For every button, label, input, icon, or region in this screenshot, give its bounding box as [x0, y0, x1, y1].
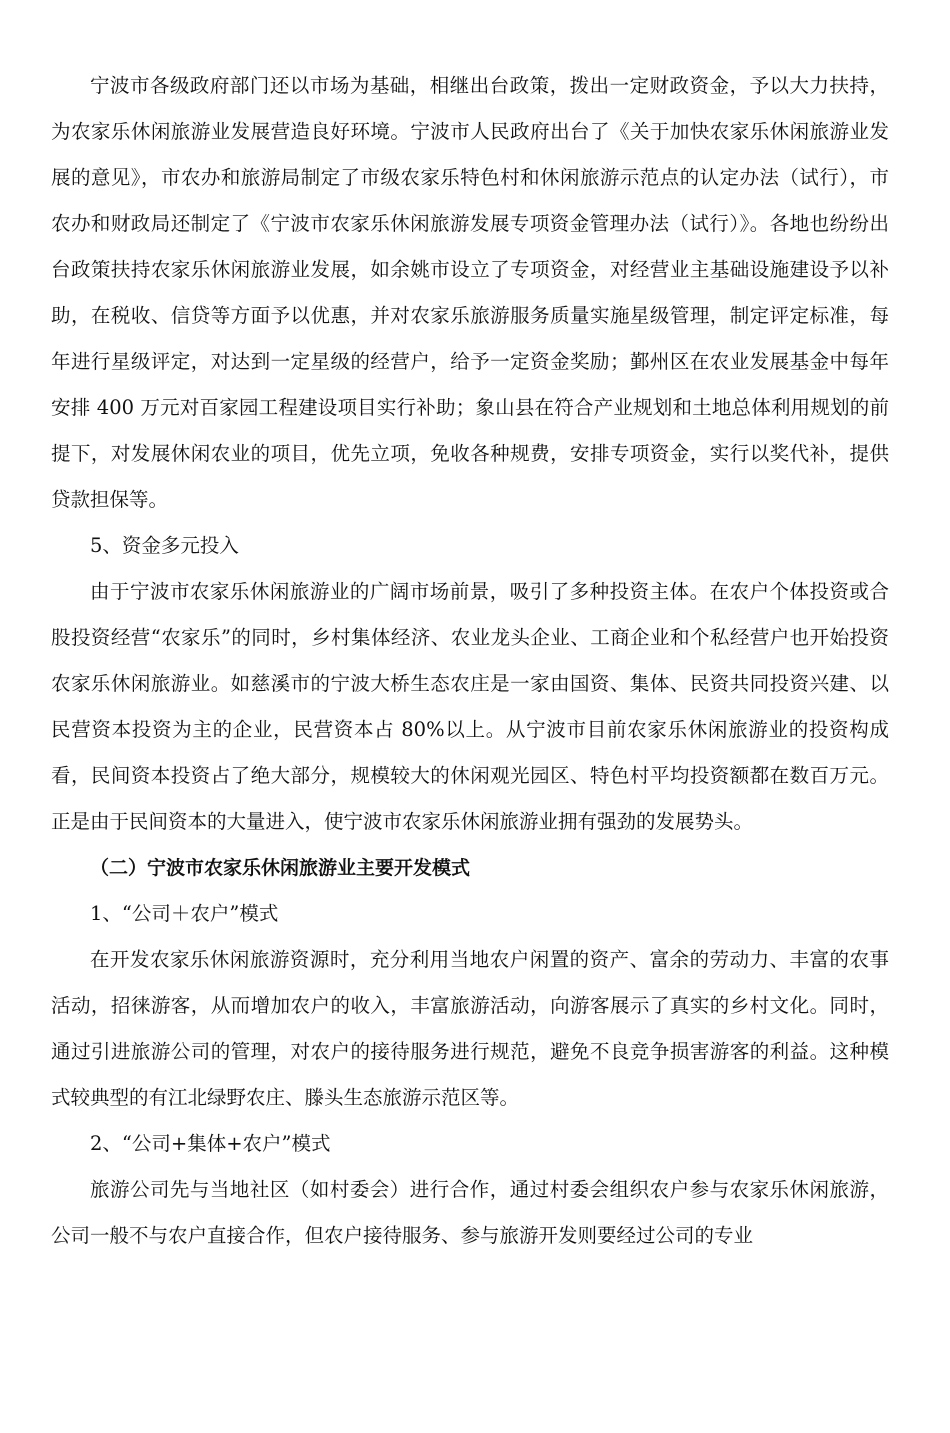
paragraph-investment: 由于宁波市农家乐休闲旅游业的广阔市场前景，吸引了多种投资主体。在农户个体投资或合股投资经营“农家乐”的同时，乡村集体经济、农业龙头企业、工商企业和个私经营户也开始投资农家乐休闲旅游业。如慈溪市的宁波大桥生态农庄是一家由国资、集体、民资共同投资兴建、以民营资本投资为主的企业，民营资本占 80%以上。从宁波市目前农家乐休闲旅游业的投资构成看，民间资本投资占了绝大部分，规模较大的休闲观光园区、特色村平均投资额都在数百万元。正是由于民间资本的大量进入，使宁波市农家乐休闲旅游业拥有强劲的发展势头。: [51, 580, 889, 833]
subheading-company-collective-farmer-model: 2、“公司+集体+农户”模式: [90, 1132, 331, 1155]
subheading-company-farmer-model: 1、“公司＋农户”模式: [90, 902, 279, 925]
paragraph-policy-support: 宁波市各级政府部门还以市场为基础，相继出台政策，拨出一定财政资金，予以大力扶持，为农家乐休闲旅游业发展营造良好环境。宁波市人民政府出台了《关于加快农家乐休闲旅游业发展的意见》，市农办和旅游局制定了市级农家乐特色村和休闲旅游示范点的认定办法（试行），市农办和财政局还制定了《宁波市农家乐休闲旅游发展专项资金管理办法（试行）》。各地也纷纷出台政策扶持农家乐休闲旅游业发展，如余姚市设立了专项资金，对经营业主基础设施建设予以补助，在税收、信贷等方面予以优惠，并对农家乐旅游服务质量实施星级管理，制定评定标准，每年进行星级评定，对达到一定星级的经营户，给予一定资金奖励；鄞州区在农业发展基金中每年安排 400 万元对百家园工程建设项目实行补助；象山县在符合产业规划和土地总体利用规划的前提下，对发展休闲农业的项目，优先立项，免收各种规费，安排专项资金，实行以奖代补，提供贷款担保等。: [51, 74, 889, 511]
document-body: [51, 63, 889, 1259]
section-heading-development-models: （二）宁波市农家乐休闲旅游业主要开发模式: [90, 857, 471, 879]
subheading-diversified-investment: 5、资金多元投入: [90, 534, 239, 557]
paragraph-company-farmer-model: 在开发农家乐休闲旅游资源时，充分利用当地农户闲置的资产、富余的劳动力、丰富的农事活动，招徕游客，从而增加农户的收入，丰富旅游活动，向游客展示了真实的乡村文化。同时，通过引进旅游公司的管理，对农户的接待服务进行规范，避免不良竞争损害游客的利益。这种模式较典型的有江北绿野农庄、滕头生态旅游示范区等。: [51, 948, 889, 1109]
paragraph-company-collective-farmer-model: 旅游公司先与当地社区（如村委会）进行合作，通过村委会组织农户参与农家乐休闲旅游，公司一般不与农户直接合作，但农户接待服务、参与旅游开发则要经过公司的专业: [51, 1178, 889, 1247]
